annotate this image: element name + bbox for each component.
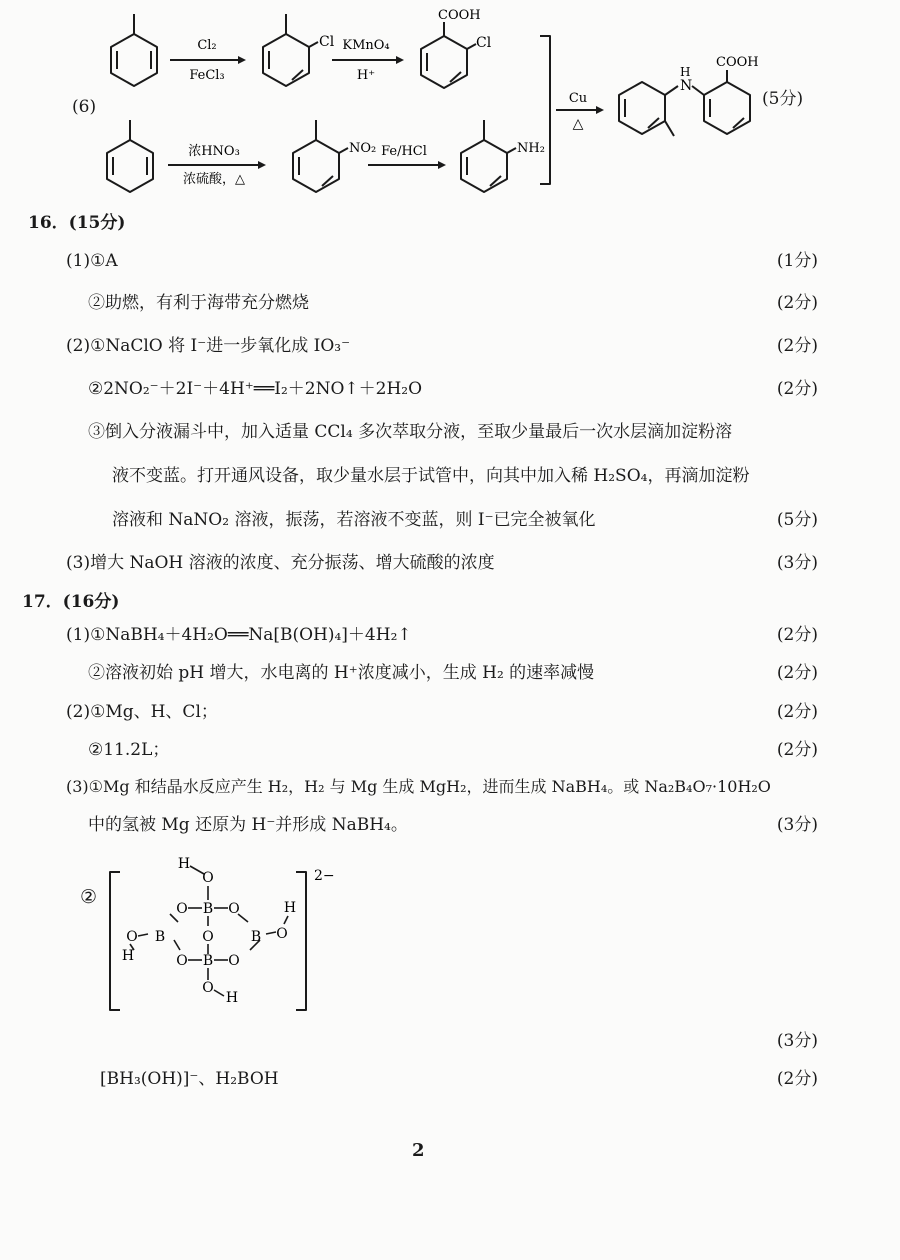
q16-score-2: (2分) <box>776 293 818 313</box>
atom-b-left: B <box>154 929 166 945</box>
arrow-coupling <box>556 91 604 132</box>
scheme-bracket <box>540 36 550 184</box>
atom-o-top: O <box>202 870 214 886</box>
q16-item-7: 溶液和 NaNO₂ 溶液，振荡，若溶液不变蓝，则 I⁻已完全被氧化 <box>112 510 596 530</box>
atom-b-bottom: B <box>202 953 214 969</box>
toluene-1 <box>111 14 157 86</box>
q17-item-6: 中的氢被 Mg 还原为 H⁻并形成 NaBH₄。 <box>88 815 408 835</box>
ion-charge: 2− <box>314 868 335 884</box>
q16-item-5: ③倒入分液漏斗中，加入适量 CCl₄ 多次萃取分液，至取少量最后一次水层滴加淀粉溶 <box>88 422 733 442</box>
q16-item-3: (2)①NaClO 将 I⁻进一步氧化成 IO₃⁻ <box>66 336 351 356</box>
atom-o-left: O <box>126 929 138 945</box>
q16-score-7: (5分) <box>776 510 818 530</box>
atom-o-center: O <box>202 929 214 945</box>
q16-score-4: (2分) <box>776 379 818 399</box>
q17-score-6: (3分) <box>776 815 818 835</box>
reagent-heat: △ <box>572 116 584 132</box>
q17-item-2: ②溶液初始 pH 增大，水电离的 H⁺浓度减小，生成 H₂ 的速率减慢 <box>88 663 595 683</box>
q16-item-2: ②助燃，有利于海带充分燃烧 <box>88 293 309 313</box>
atom-n: N <box>680 78 693 94</box>
substituent-cl-2: Cl <box>476 35 492 51</box>
reagent-fecl3: FeCl₃ <box>189 68 225 83</box>
q16-item-8: (3)增大 NaOH 溶液的浓度、充分振荡、增大硫酸的浓度 <box>66 553 495 573</box>
atom-o-ring3: O <box>176 953 188 969</box>
reagent-fe-hcl: Fe/HCl <box>381 144 427 159</box>
q17-header: 17．(16分) <box>22 592 120 612</box>
reagent-h2so4: 浓硫酸，△ <box>183 172 245 187</box>
o-chlorotoluene <box>263 14 335 86</box>
reagent-hno3: 浓HNO₃ <box>188 144 240 159</box>
substituent-nh2: NH₂ <box>517 141 545 156</box>
q17-score-1: (2分) <box>776 625 818 645</box>
arrow-nitration <box>168 144 266 187</box>
atom-o-bottom: O <box>202 980 214 996</box>
final-product <box>619 55 759 136</box>
q17-item-3: (2)①Mg、H、Cl； <box>66 702 218 722</box>
q17-last-score: (2分) <box>776 1069 818 1089</box>
q17-score-4: (2分) <box>776 740 818 760</box>
substituent-cooh-2: COOH <box>716 55 759 70</box>
reagent-cu: Cu <box>568 91 588 106</box>
q16-header: 16．(15分) <box>28 213 126 233</box>
q16-item-6: 液不变蓝。打开通风设备，取少量水层于试管中，向其中加入稀 H₂SO₄，再滴加淀粉 <box>112 466 750 486</box>
atom-o-ring1: O <box>176 901 188 917</box>
scheme-label: (6) <box>72 97 97 117</box>
q17-last: [BH₃(OH)]⁻、H₂BOH <box>100 1069 279 1089</box>
o-chlorobenzoic-acid <box>421 8 492 88</box>
atom-h-left: H <box>121 948 135 964</box>
page-number: 2 <box>412 1140 425 1161</box>
arrow-reduction <box>368 144 446 169</box>
atom-o-right: O <box>276 926 288 942</box>
q16-score-3: (2分) <box>776 336 818 356</box>
arrow-oxidation <box>332 38 404 83</box>
q17-item-4: ②11.2L； <box>88 740 170 760</box>
atom-o-ring4: O <box>228 953 240 969</box>
q17-score-2: (2分) <box>776 663 818 683</box>
o-nitrotoluene <box>293 120 376 192</box>
atom-h-right: H <box>283 900 297 916</box>
q16-item-1: (1)①A <box>66 251 118 271</box>
q16-item-4: ②2NO₂⁻＋2I⁻＋4H⁺══I₂＋2NO↑＋2H₂O <box>88 379 423 399</box>
substituent-cl: Cl <box>319 34 335 50</box>
structure-label: ② <box>80 886 98 908</box>
atom-h-bottom: H <box>225 990 239 1006</box>
atom-o-ring2: O <box>228 901 240 917</box>
substituent-no2: NO₂ <box>349 141 377 156</box>
reagent-h-plus: H⁺ <box>356 68 376 83</box>
toluene-2 <box>107 120 153 192</box>
o-toluidine <box>461 120 545 192</box>
atom-nh: H <box>680 65 691 79</box>
q17-score-3: (2分) <box>776 702 818 722</box>
structure-score: (3分) <box>776 1031 818 1051</box>
arrow-chlorination <box>170 38 246 83</box>
atom-b-top: B <box>202 901 214 917</box>
substituent-cooh-1: COOH <box>438 8 481 23</box>
q16-score-8: (3分) <box>776 553 818 573</box>
borate-structure <box>100 850 360 1030</box>
reagent-cl2: Cl₂ <box>197 38 217 53</box>
atom-h-top: H <box>177 856 191 872</box>
q16-score-1: (1分) <box>776 251 818 271</box>
reagent-kmno4: KMnO₄ <box>342 38 390 53</box>
atom-b-right: B <box>250 929 262 945</box>
q17-item-5: (3)①Mg 和结晶水反应产生 H₂，H₂ 与 Mg 生成 MgH₂，进而生成 NaBH₄。或 Na₂B₄O₇·10H₂O <box>66 777 771 796</box>
q17-item-1: (1)①NaBH₄＋4H₂O══Na[B(OH)₄]＋4H₂↑ <box>66 625 412 645</box>
scheme-score: (5分) <box>762 89 804 109</box>
